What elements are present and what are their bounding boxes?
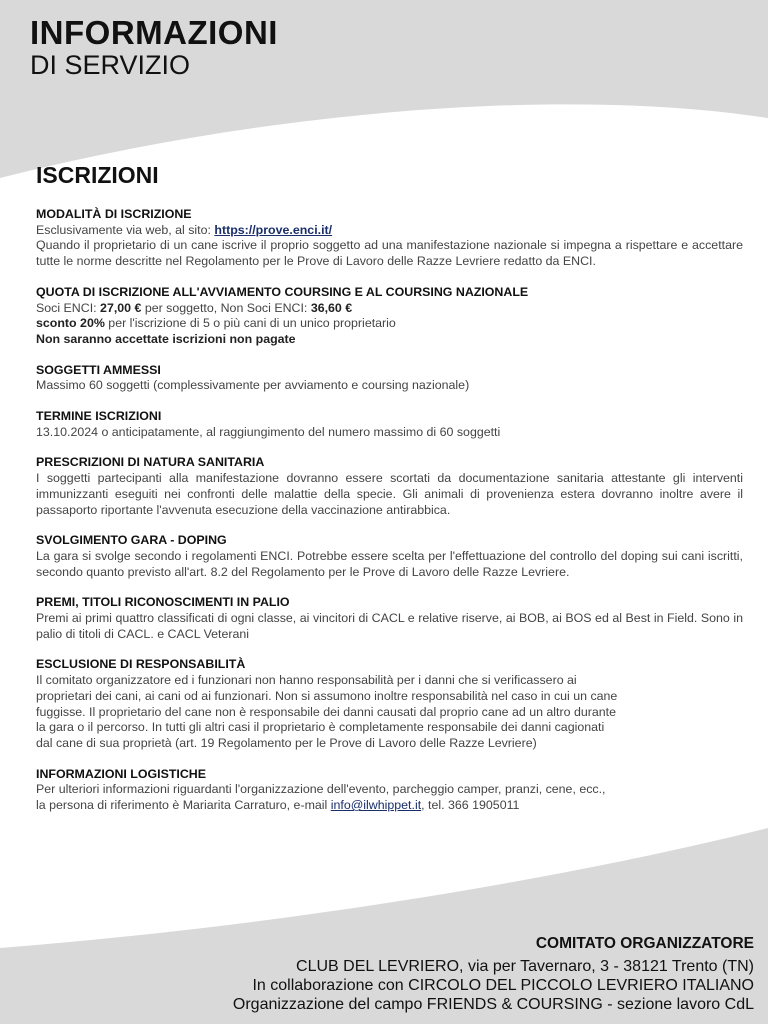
esclusione-line: la gara o il percorso. In tutti gli altri casi il proprietario è completamente responsabile dei danni cagionati — [36, 720, 605, 735]
section-title: TERMINE ISCRIZIONI — [36, 409, 162, 424]
section-soggetti — [36, 363, 743, 394]
esclusione-line: proprietari dei cani, ai cani od ai funzionari. Non si assumono inoltre responsabilità nel caso in cui un cane — [36, 688, 618, 703]
section-title: SOGGETTI AMMESSI — [36, 362, 161, 377]
section-title: PRESCRIZIONI DI NATURA SANITARIA — [36, 455, 265, 470]
premi-text: Premi ai primi quattro classificati di ogni classe, ai vincitori di CACL e relative riserve, ai BOB, ai BOS ed al Best in Field. Sono in palio di titoli di CACL. e CACL Veterani — [36, 611, 743, 641]
header-subtitle: DI SERVIZIO — [30, 50, 191, 80]
section-title: MODALITÀ DI ISCRIZIONE — [36, 207, 192, 221]
section-esclusione — [36, 657, 743, 751]
quota-prices — [36, 301, 743, 317]
modalita-text: Quando il proprietario di un cane iscrive il proprio soggetto ad una manifestazione nazionale si impegna a rispettare e accettare tutte le norme descritte nel Regolamento per le Prove di Lavoro delle Razze Levriere redatto da ENCI. — [36, 238, 743, 269]
logistiche-line1: Per ulteriori informazioni riguardanti l'organizzazione dell'evento, parcheggio camper, pranzi, cene, ecc., — [36, 782, 606, 797]
esclusione-line: Il comitato organizzatore ed i funzionari non hanno responsabilità per i danni che si verificassero ai — [36, 673, 577, 688]
footer-line-2: In collaborazione con CIRCOLO DEL PICCOLO LEVRIERO ITALIANO — [252, 977, 754, 994]
section-premi — [36, 595, 743, 642]
logistiche-contact: la persona di riferimento è Mariarita Carraturo, e-mail — [36, 798, 331, 813]
section-title: QUOTA DI ISCRIZIONE ALL'AVVIAMENTO COURSING E AL COURSING NAZIONALE — [36, 284, 529, 299]
logistiche-line2 — [36, 798, 743, 814]
footer-line-3: Organizzazione del campo FRIENDS & COURSING - sezione lavoro CdL — [232, 996, 754, 1013]
modalita-line1 — [36, 223, 743, 239]
sconto-value: sconto 20% — [36, 316, 105, 331]
non-soci-price: 36,60 € — [310, 300, 353, 315]
sconto-text: per l'iscrizione di 5 o più cani di un unico proprietario — [104, 316, 396, 331]
section-modalita — [36, 207, 743, 270]
header — [30, 14, 278, 80]
phone-text: , tel. 366 1905011 — [421, 798, 520, 813]
page-title: ISCRIZIONI — [36, 162, 159, 188]
quota-sconto — [36, 316, 743, 332]
esclusione-line: dal cane di sua proprietà (art. 19 Regolamento per le Prove di Lavoro delle Razze Levriere) — [36, 735, 537, 750]
section-termine — [36, 409, 743, 440]
modalita-prefix: Esclusivamente via web, al sito: — [36, 222, 215, 237]
soggetti-text: Massimo 60 soggetti (complessivamente per avviamento e coursing nazionale) — [36, 378, 470, 393]
soci-label: Soci ENCI: — [36, 300, 101, 315]
section-prescrizioni — [36, 455, 743, 518]
quota-note — [36, 332, 743, 348]
svolgimento-text: La gara si svolge secondo i regolamenti ENCI. Potrebbe essere scelta per l'effettuazione del controllo del doping sui cani iscritti, secondo quanto previsto all'art. 8.2 del Regolamento per le Prove di Lavoro delle Razze Levriere. — [36, 548, 743, 579]
section-title: ESCLUSIONE DI RESPONSABILITÀ — [36, 657, 246, 672]
footer-line-1: CLUB DEL LEVRIERO, via per Tavernaro, 3 - 38121 Trento (TN) — [296, 958, 754, 975]
footer — [233, 934, 754, 1014]
section-logistiche — [36, 767, 743, 814]
email-link[interactable]: info@ilwhippet.it — [330, 798, 422, 813]
enci-link[interactable]: https://prove.enci.it/ — [214, 222, 333, 237]
footer-title: COMITATO ORGANIZZATORE — [535, 935, 754, 952]
esclusione-line: fuggisse. Il proprietario del cane non è responsabile dei danni causati dal proprio cane ad un altro durante — [36, 704, 616, 719]
section-quota — [36, 285, 743, 348]
section-svolgimento — [36, 533, 743, 580]
soci-price: 27,00 € — [100, 300, 142, 315]
section-title: PREMI, TITOLI RICONOSCIMENTI IN PALIO — [36, 595, 290, 610]
section-title: SVOLGIMENTO GARA - DOPING — [36, 533, 227, 548]
quota-note-text: Non saranno accettate iscrizioni non pagate — [36, 331, 296, 346]
termine-text: 13.10.2024 o anticipatamente, al raggiungimento del numero massimo di 60 soggetti — [36, 424, 501, 439]
content — [36, 207, 743, 829]
section-title: INFORMAZIONI LOGISTICHE — [36, 766, 207, 781]
prescrizioni-text: I soggetti partecipanti alla manifestazione dovranno essere scortati da documentazione sanitaria attestante gli interventi immunizzanti eseguiti nei confronti delle malattie della specie. Gli animali di provenienza estera dovranno inoltre avere il passaporto riportante l'avvenuta esecuzione della vaccinazione antirabbica. — [36, 471, 743, 517]
header-title: INFORMAZIONI — [30, 14, 278, 51]
non-soci-label: per soggetto, Non Soci ENCI: — [141, 300, 311, 315]
